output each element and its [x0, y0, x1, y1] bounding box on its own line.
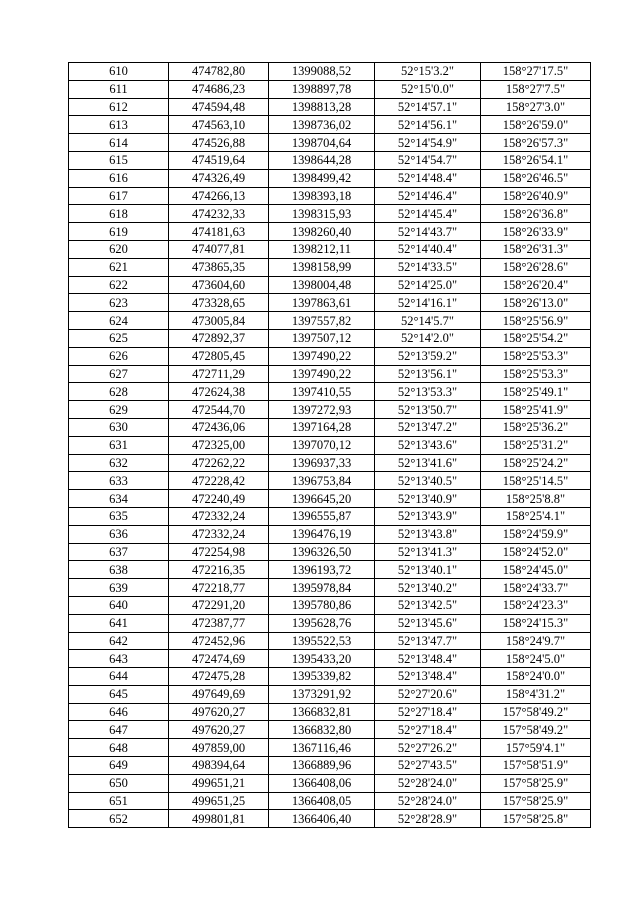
longitude-cell: 158°24'15.3" — [481, 614, 591, 632]
x-coordinate-cell: 473005,84 — [169, 312, 269, 330]
x-coordinate-cell: 474519,64 — [169, 151, 269, 169]
point-number-cell: 652 — [69, 810, 169, 828]
longitude-cell: 158°25'56.9" — [481, 312, 591, 330]
point-number-cell: 633 — [69, 472, 169, 490]
point-number-cell: 630 — [69, 418, 169, 436]
x-coordinate-cell: 472387,77 — [169, 614, 269, 632]
x-coordinate-cell: 497620,27 — [169, 721, 269, 739]
x-coordinate-cell: 474526,88 — [169, 134, 269, 152]
longitude-cell: 158°25'41.9" — [481, 401, 591, 419]
latitude-cell: 52°13'59.2" — [375, 347, 481, 365]
x-coordinate-cell: 472892,37 — [169, 329, 269, 347]
latitude-cell: 52°15'0.0" — [375, 80, 481, 98]
latitude-cell: 52°13'48.4" — [375, 668, 481, 686]
y-coordinate-cell: 1397490,22 — [269, 347, 375, 365]
longitude-cell: 158°26'59.0" — [481, 116, 591, 134]
longitude-cell: 158°26'54.1" — [481, 151, 591, 169]
x-coordinate-cell: 474782,80 — [169, 63, 269, 81]
y-coordinate-cell: 1398704,64 — [269, 134, 375, 152]
longitude-cell: 158°24'9.7" — [481, 632, 591, 650]
latitude-cell: 52°13'43.8" — [375, 525, 481, 543]
point-number-cell: 648 — [69, 739, 169, 757]
table-row — [69, 739, 591, 757]
y-coordinate-cell: 1397164,28 — [269, 418, 375, 436]
table-row — [69, 383, 591, 401]
table-row — [69, 258, 591, 276]
point-number-cell: 610 — [69, 63, 169, 81]
longitude-cell: 158°25'14.5" — [481, 472, 591, 490]
point-number-cell: 635 — [69, 507, 169, 525]
point-number-cell: 628 — [69, 383, 169, 401]
latitude-cell: 52°13'40.5" — [375, 472, 481, 490]
y-coordinate-cell: 1395978,84 — [269, 579, 375, 597]
longitude-cell: 158°26'20.4" — [481, 276, 591, 294]
y-coordinate-cell: 1397272,93 — [269, 401, 375, 419]
longitude-cell: 158°26'33.9" — [481, 223, 591, 241]
table-row — [69, 579, 591, 597]
table-row — [69, 561, 591, 579]
x-coordinate-cell: 472805,45 — [169, 347, 269, 365]
longitude-cell: 158°25'31.2" — [481, 436, 591, 454]
x-coordinate-cell: 472325,00 — [169, 436, 269, 454]
point-number-cell: 636 — [69, 525, 169, 543]
latitude-cell: 52°14'57.1" — [375, 98, 481, 116]
y-coordinate-cell: 1398897,78 — [269, 80, 375, 98]
table-row — [69, 810, 591, 828]
x-coordinate-cell: 474326,49 — [169, 169, 269, 187]
table-row — [69, 312, 591, 330]
x-coordinate-cell: 472262,22 — [169, 454, 269, 472]
table-row — [69, 703, 591, 721]
latitude-cell: 52°13'50.7" — [375, 401, 481, 419]
latitude-cell: 52°28'28.9" — [375, 810, 481, 828]
table-row — [69, 454, 591, 472]
longitude-cell: 158°25'8.8" — [481, 490, 591, 508]
point-number-cell: 646 — [69, 703, 169, 721]
longitude-cell: 158°27'3.0" — [481, 98, 591, 116]
latitude-cell: 52°14'2.0" — [375, 329, 481, 347]
longitude-cell: 158°24'52.0" — [481, 543, 591, 561]
longitude-cell: 158°27'7.5" — [481, 80, 591, 98]
longitude-cell: 158°26'36.8" — [481, 205, 591, 223]
latitude-cell: 52°13'42.5" — [375, 596, 481, 614]
latitude-cell: 52°27'26.2" — [375, 739, 481, 757]
latitude-cell: 52°14'43.7" — [375, 223, 481, 241]
longitude-cell: 158°24'0.0" — [481, 668, 591, 686]
y-coordinate-cell: 1366832,80 — [269, 721, 375, 739]
y-coordinate-cell: 1373291,92 — [269, 685, 375, 703]
longitude-cell: 158°26'13.0" — [481, 294, 591, 312]
longitude-cell: 157°58'51.9" — [481, 757, 591, 775]
x-coordinate-cell: 473328,65 — [169, 294, 269, 312]
y-coordinate-cell: 1396476,19 — [269, 525, 375, 543]
latitude-cell: 52°13'41.3" — [375, 543, 481, 561]
longitude-cell: 158°26'57.3" — [481, 134, 591, 152]
y-coordinate-cell: 1366832,81 — [269, 703, 375, 721]
table-row — [69, 650, 591, 668]
x-coordinate-cell: 497620,27 — [169, 703, 269, 721]
longitude-cell: 158°25'4.1" — [481, 507, 591, 525]
table-row — [69, 774, 591, 792]
y-coordinate-cell: 1396326,50 — [269, 543, 375, 561]
longitude-cell: 157°58'49.2" — [481, 703, 591, 721]
latitude-cell: 52°14'46.4" — [375, 187, 481, 205]
x-coordinate-cell: 472452,96 — [169, 632, 269, 650]
point-number-cell: 617 — [69, 187, 169, 205]
table-row — [69, 596, 591, 614]
table-row — [69, 436, 591, 454]
x-coordinate-cell: 474181,63 — [169, 223, 269, 241]
point-number-cell: 625 — [69, 329, 169, 347]
point-number-cell: 613 — [69, 116, 169, 134]
y-coordinate-cell: 1398813,28 — [269, 98, 375, 116]
y-coordinate-cell: 1366408,05 — [269, 792, 375, 810]
table-row — [69, 418, 591, 436]
latitude-cell: 52°13'48.4" — [375, 650, 481, 668]
x-coordinate-cell: 498394,64 — [169, 757, 269, 775]
table-row — [69, 98, 591, 116]
longitude-cell: 158°24'59.9" — [481, 525, 591, 543]
latitude-cell: 52°14'16.1" — [375, 294, 481, 312]
coordinates-table-body — [69, 63, 591, 828]
latitude-cell: 52°13'56.1" — [375, 365, 481, 383]
table-row — [69, 668, 591, 686]
point-number-cell: 623 — [69, 294, 169, 312]
y-coordinate-cell: 1397557,82 — [269, 312, 375, 330]
x-coordinate-cell: 497859,00 — [169, 739, 269, 757]
latitude-cell: 52°14'25.0" — [375, 276, 481, 294]
table-row — [69, 347, 591, 365]
longitude-cell: 158°25'24.2" — [481, 454, 591, 472]
point-number-cell: 638 — [69, 561, 169, 579]
y-coordinate-cell: 1396555,87 — [269, 507, 375, 525]
latitude-cell: 52°14'45.4" — [375, 205, 481, 223]
point-number-cell: 645 — [69, 685, 169, 703]
table-row — [69, 294, 591, 312]
longitude-cell: 157°59'4.1" — [481, 739, 591, 757]
longitude-cell: 158°26'46.5" — [481, 169, 591, 187]
y-coordinate-cell: 1367116,46 — [269, 739, 375, 757]
x-coordinate-cell: 474077,81 — [169, 240, 269, 258]
x-coordinate-cell: 472624,38 — [169, 383, 269, 401]
point-number-cell: 624 — [69, 312, 169, 330]
latitude-cell: 52°27'18.4" — [375, 721, 481, 739]
table-row — [69, 205, 591, 223]
longitude-cell: 157°58'25.8" — [481, 810, 591, 828]
x-coordinate-cell: 474232,33 — [169, 205, 269, 223]
y-coordinate-cell: 1397070,12 — [269, 436, 375, 454]
y-coordinate-cell: 1399088,52 — [269, 63, 375, 81]
table-row — [69, 116, 591, 134]
y-coordinate-cell: 1398158,99 — [269, 258, 375, 276]
table-row — [69, 187, 591, 205]
longitude-cell: 158°4'31.2" — [481, 685, 591, 703]
y-coordinate-cell: 1398260,40 — [269, 223, 375, 241]
table-row — [69, 472, 591, 490]
point-number-cell: 637 — [69, 543, 169, 561]
longitude-cell: 158°26'28.6" — [481, 258, 591, 276]
y-coordinate-cell: 1395433,20 — [269, 650, 375, 668]
x-coordinate-cell: 497649,69 — [169, 685, 269, 703]
latitude-cell: 52°14'54.7" — [375, 151, 481, 169]
x-coordinate-cell: 472240,49 — [169, 490, 269, 508]
latitude-cell: 52°13'47.2" — [375, 418, 481, 436]
latitude-cell: 52°13'40.1" — [375, 561, 481, 579]
point-number-cell: 612 — [69, 98, 169, 116]
point-number-cell: 615 — [69, 151, 169, 169]
y-coordinate-cell: 1398212,11 — [269, 240, 375, 258]
y-coordinate-cell: 1398499,42 — [269, 169, 375, 187]
y-coordinate-cell: 1398004,48 — [269, 276, 375, 294]
latitude-cell: 52°27'43.5" — [375, 757, 481, 775]
y-coordinate-cell: 1395628,76 — [269, 614, 375, 632]
latitude-cell: 52°28'24.0" — [375, 774, 481, 792]
y-coordinate-cell: 1395522,53 — [269, 632, 375, 650]
y-coordinate-cell: 1396193,72 — [269, 561, 375, 579]
point-number-cell: 640 — [69, 596, 169, 614]
x-coordinate-cell: 474594,48 — [169, 98, 269, 116]
point-number-cell: 614 — [69, 134, 169, 152]
latitude-cell: 52°27'20.6" — [375, 685, 481, 703]
latitude-cell: 52°13'40.9" — [375, 490, 481, 508]
table-row — [69, 63, 591, 81]
x-coordinate-cell: 472475,28 — [169, 668, 269, 686]
y-coordinate-cell: 1395339,82 — [269, 668, 375, 686]
latitude-cell: 52°27'18.4" — [375, 703, 481, 721]
y-coordinate-cell: 1397863,61 — [269, 294, 375, 312]
point-number-cell: 647 — [69, 721, 169, 739]
latitude-cell: 52°14'54.9" — [375, 134, 481, 152]
y-coordinate-cell: 1398644,28 — [269, 151, 375, 169]
y-coordinate-cell: 1366408,06 — [269, 774, 375, 792]
latitude-cell: 52°14'40.4" — [375, 240, 481, 258]
table-row — [69, 365, 591, 383]
table-row — [69, 757, 591, 775]
table-row — [69, 134, 591, 152]
x-coordinate-cell: 472544,70 — [169, 401, 269, 419]
table-row — [69, 507, 591, 525]
point-number-cell: 626 — [69, 347, 169, 365]
table-row — [69, 685, 591, 703]
point-number-cell: 622 — [69, 276, 169, 294]
table-row — [69, 151, 591, 169]
y-coordinate-cell: 1396645,20 — [269, 490, 375, 508]
latitude-cell: 52°14'5.7" — [375, 312, 481, 330]
point-number-cell: 639 — [69, 579, 169, 597]
y-coordinate-cell: 1395780,86 — [269, 596, 375, 614]
table-row — [69, 721, 591, 739]
point-number-cell: 643 — [69, 650, 169, 668]
longitude-cell: 158°27'17.5" — [481, 63, 591, 81]
table-row — [69, 329, 591, 347]
point-number-cell: 619 — [69, 223, 169, 241]
x-coordinate-cell: 474266,13 — [169, 187, 269, 205]
x-coordinate-cell: 474563,10 — [169, 116, 269, 134]
latitude-cell: 52°13'43.6" — [375, 436, 481, 454]
latitude-cell: 52°13'45.6" — [375, 614, 481, 632]
y-coordinate-cell: 1396937,33 — [269, 454, 375, 472]
table-row — [69, 169, 591, 187]
x-coordinate-cell: 499801,81 — [169, 810, 269, 828]
point-number-cell: 627 — [69, 365, 169, 383]
table-row — [69, 543, 591, 561]
point-number-cell: 621 — [69, 258, 169, 276]
x-coordinate-cell: 472291,20 — [169, 596, 269, 614]
x-coordinate-cell: 472711,29 — [169, 365, 269, 383]
longitude-cell: 157°58'25.9" — [481, 792, 591, 810]
x-coordinate-cell: 473604,60 — [169, 276, 269, 294]
point-number-cell: 632 — [69, 454, 169, 472]
point-number-cell: 620 — [69, 240, 169, 258]
coordinates-table — [68, 62, 591, 828]
point-number-cell: 629 — [69, 401, 169, 419]
longitude-cell: 158°26'40.9" — [481, 187, 591, 205]
point-number-cell: 611 — [69, 80, 169, 98]
longitude-cell: 158°24'23.3" — [481, 596, 591, 614]
x-coordinate-cell: 472474,69 — [169, 650, 269, 668]
y-coordinate-cell: 1366889,96 — [269, 757, 375, 775]
latitude-cell: 52°13'43.9" — [375, 507, 481, 525]
latitude-cell: 52°15'3.2" — [375, 63, 481, 81]
latitude-cell: 52°14'56.1" — [375, 116, 481, 134]
point-number-cell: 650 — [69, 774, 169, 792]
table-row — [69, 80, 591, 98]
x-coordinate-cell: 473865,35 — [169, 258, 269, 276]
table-row — [69, 525, 591, 543]
x-coordinate-cell: 472218,77 — [169, 579, 269, 597]
latitude-cell: 52°13'40.2" — [375, 579, 481, 597]
table-row — [69, 792, 591, 810]
table-row — [69, 401, 591, 419]
y-coordinate-cell: 1366406,40 — [269, 810, 375, 828]
point-number-cell: 616 — [69, 169, 169, 187]
latitude-cell: 52°13'41.6" — [375, 454, 481, 472]
x-coordinate-cell: 472216,35 — [169, 561, 269, 579]
point-number-cell: 649 — [69, 757, 169, 775]
point-number-cell: 618 — [69, 205, 169, 223]
latitude-cell: 52°28'24.0" — [375, 792, 481, 810]
point-number-cell: 642 — [69, 632, 169, 650]
x-coordinate-cell: 499651,25 — [169, 792, 269, 810]
longitude-cell: 158°25'54.2" — [481, 329, 591, 347]
longitude-cell: 158°25'53.3" — [481, 365, 591, 383]
latitude-cell: 52°13'47.7" — [375, 632, 481, 650]
y-coordinate-cell: 1396753,84 — [269, 472, 375, 490]
longitude-cell: 158°25'49.1" — [481, 383, 591, 401]
y-coordinate-cell: 1397490,22 — [269, 365, 375, 383]
x-coordinate-cell: 472436,06 — [169, 418, 269, 436]
longitude-cell: 158°26'31.3" — [481, 240, 591, 258]
point-number-cell: 644 — [69, 668, 169, 686]
x-coordinate-cell: 472228,42 — [169, 472, 269, 490]
longitude-cell: 158°25'53.3" — [481, 347, 591, 365]
longitude-cell: 158°24'45.0" — [481, 561, 591, 579]
table-row — [69, 490, 591, 508]
y-coordinate-cell: 1398393,18 — [269, 187, 375, 205]
point-number-cell: 641 — [69, 614, 169, 632]
x-coordinate-cell: 472332,24 — [169, 525, 269, 543]
table-row — [69, 240, 591, 258]
x-coordinate-cell: 472254,98 — [169, 543, 269, 561]
latitude-cell: 52°14'33.5" — [375, 258, 481, 276]
point-number-cell: 631 — [69, 436, 169, 454]
longitude-cell: 158°24'33.7" — [481, 579, 591, 597]
y-coordinate-cell: 1397410,55 — [269, 383, 375, 401]
point-number-cell: 651 — [69, 792, 169, 810]
latitude-cell: 52°13'53.3" — [375, 383, 481, 401]
x-coordinate-cell: 472332,24 — [169, 507, 269, 525]
longitude-cell: 157°58'25.9" — [481, 774, 591, 792]
longitude-cell: 157°58'49.2" — [481, 721, 591, 739]
table-row — [69, 632, 591, 650]
x-coordinate-cell: 474686,23 — [169, 80, 269, 98]
y-coordinate-cell: 1398736,02 — [269, 116, 375, 134]
longitude-cell: 158°24'5.0" — [481, 650, 591, 668]
latitude-cell: 52°14'48.4" — [375, 169, 481, 187]
y-coordinate-cell: 1397507,12 — [269, 329, 375, 347]
x-coordinate-cell: 499651,21 — [169, 774, 269, 792]
table-row — [69, 614, 591, 632]
y-coordinate-cell: 1398315,93 — [269, 205, 375, 223]
table-row — [69, 276, 591, 294]
table-row — [69, 223, 591, 241]
longitude-cell: 158°25'36.2" — [481, 418, 591, 436]
point-number-cell: 634 — [69, 490, 169, 508]
